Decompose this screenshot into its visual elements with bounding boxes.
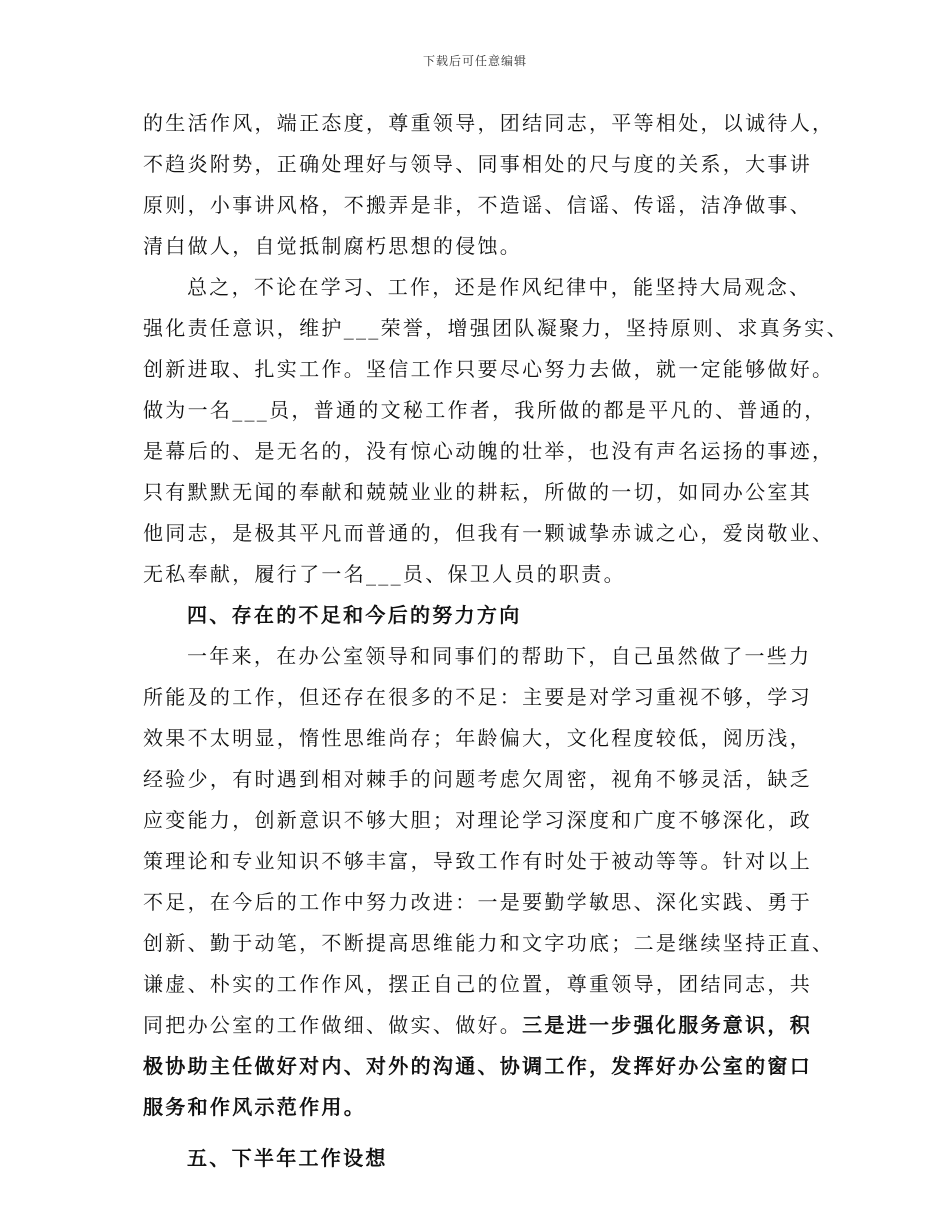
paragraph-line: 不趋炎附势，正确处理好与领导、同事相处的尺与度的关系，大事讲 <box>143 152 812 176</box>
paragraph-line: 他同志，是极其平凡而普通的，但我有一颗诚挚赤诚之心，爱岗敬业、 <box>143 521 835 545</box>
paragraph-line: 应变能力，创新意识不够大胆；对理论学习深度和广度不够深化，政 <box>143 808 812 832</box>
paragraph-line: 经验少，有时遇到相对棘手的问题考虑欠周密，视角不够灵活，缺乏 <box>143 767 812 791</box>
paragraph-line <box>143 1005 843 1046</box>
paragraph-line: 无私奉献，履行了一名___员、保卫人员的职责。 <box>143 562 626 586</box>
document-body <box>143 103 849 1179</box>
paragraph-line: 是幕后的、是无名的，没有惊心动魄的壮举，也没有声名运扬的事迹， <box>143 439 835 463</box>
paragraph-line: 的生活作风，端正态度，尊重领导，团结同志，平等相处，以诚待人， <box>143 111 835 135</box>
paragraph-line: 只有默默无闻的奉献和兢兢业业的耕耘，所做的一切，如同办公室其 <box>143 480 812 504</box>
paragraph-line: 做为一名___员，普通的文秘工作者，我所做的都是平凡的、普通的， <box>143 398 827 422</box>
page-header: 下载后可任意编辑 <box>422 54 527 68</box>
paragraph-line: 所能及的工作，但还存在很多的不足：主要是对学习重视不够，学习 <box>143 685 812 709</box>
paragraph-line-bold: 服务和作风示范作用。 <box>143 1095 366 1119</box>
paragraph-line: 谦虚、朴实的工作作风，摆正自己的位置，尊重领导，团结同志，共 <box>143 972 812 996</box>
paragraph-line: 一年来，在办公室领导和同事们的帮助下，自己虽然做了一些力 <box>187 644 812 668</box>
paragraph-line: 不足，在今后的工作中努力改进：一是要勤学敏思、深化实践、勇于 <box>143 890 812 914</box>
section-heading-4: 四、存在的不足和今后的努力方向 <box>187 603 522 627</box>
paragraph-line: 总之，不论在学习、工作，还是作风纪律中，能坚持大局观念、 <box>187 275 812 299</box>
paragraph-line: 效果不太明显，惰性思维尚存；年龄偏大，文化程度较低，阅历浅， <box>143 726 812 750</box>
section-gap <box>143 1128 843 1138</box>
paragraph-line: 原则，小事讲风格，不搬弄是非，不造谣、信谣、传谣，洁净做事、 <box>143 193 812 217</box>
paragraph-line: 创新、勤于动笔，不断提高思维能力和文字功底；二是继续坚持正直、 <box>143 931 835 955</box>
bold-segment: 三是进一步强化服务意识，积 <box>522 1013 813 1037</box>
section-heading-5: 五、下半年工作设想 <box>187 1146 388 1170</box>
paragraph-line: 强化责任意识，维护___荣誉，增强团队凝聚力，坚持原则、求真务实、 <box>143 316 849 340</box>
paragraph-line-bold: 极协助主任做好对内、对外的沟通、协调工作，发挥好办公室的窗口 <box>143 1054 812 1078</box>
paragraph-line: 创新进取、扎实工作。坚信工作只要尽心努力去做，就一定能够做好。 <box>143 357 835 381</box>
paragraph-line: 策理论和专业知识不够丰富，导致工作有时处于被动等等。针对以上 <box>143 849 812 873</box>
paragraph-segment: 同把办公室的工作做细、做实、做好。 <box>143 1013 523 1037</box>
paragraph-line: 清白做人，自觉抵制腐朽思想的侵蚀。 <box>143 234 523 258</box>
